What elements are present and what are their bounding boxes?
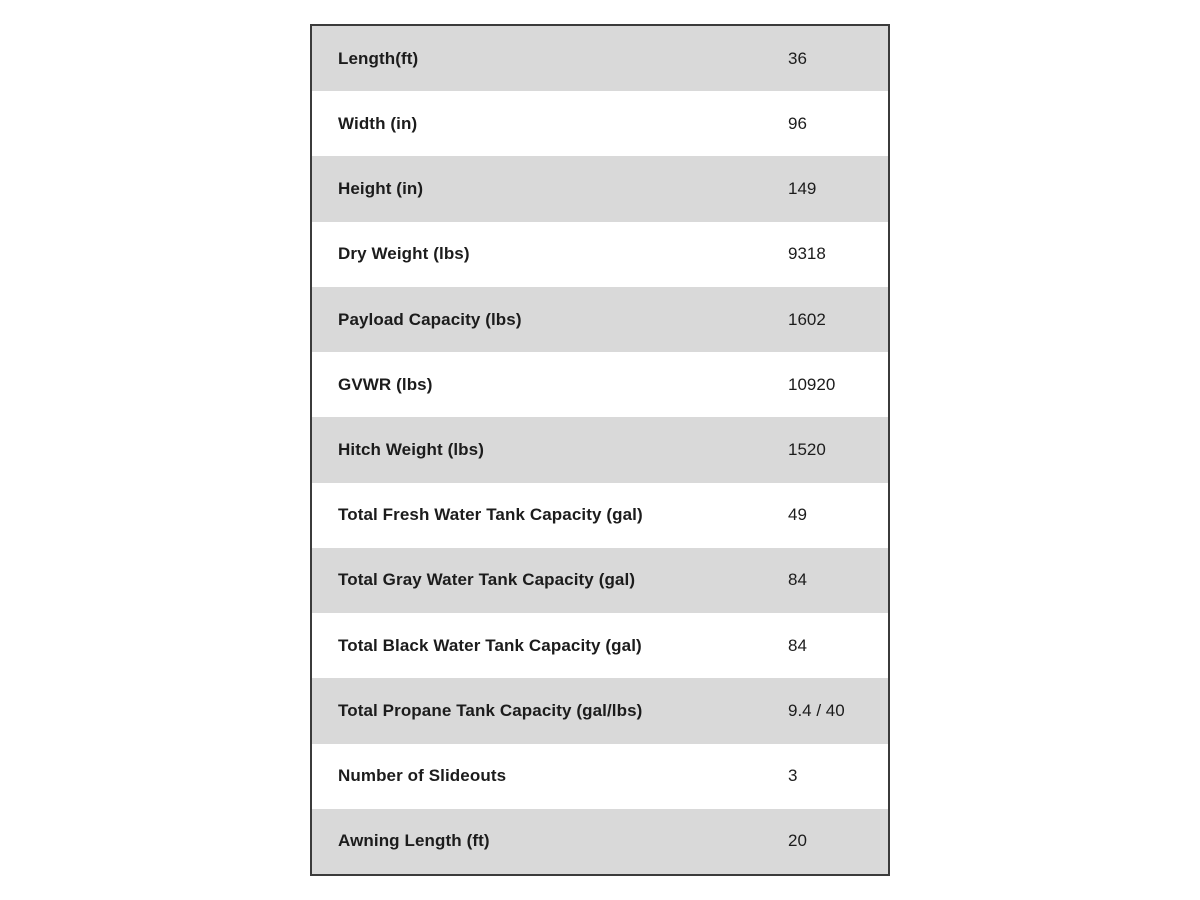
table-row [312,678,888,743]
spec-value: 84 [788,570,807,590]
spec-value: 20 [788,831,807,851]
spec-label: GVWR (lbs) [338,374,433,394]
spec-label: Dry Weight (lbs) [338,244,470,264]
spec-table [310,24,890,876]
table-row [312,417,888,482]
spec-label: Total Propane Tank Capacity (gal/lbs) [338,700,643,720]
table-row [312,156,888,221]
spec-label: Awning Length (ft) [338,831,490,851]
spec-label: Total Fresh Water Tank Capacity (gal) [338,505,643,525]
table-row [312,483,888,548]
spec-value: 49 [788,505,807,525]
table-row [312,91,888,156]
spec-label: Total Gray Water Tank Capacity (gal) [338,570,636,590]
spec-value: 10920 [788,374,836,394]
table-row [312,613,888,678]
spec-value: 84 [788,635,807,655]
spec-value: 9.4 / 40 [788,700,845,720]
table-row [312,548,888,613]
spec-label: Hitch Weight (lbs) [338,440,484,460]
spec-label: Payload Capacity (lbs) [338,309,522,329]
spec-label: Total Black Water Tank Capacity (gal) [338,635,642,655]
spec-label: Number of Slideouts [338,766,507,786]
spec-label: Width (in) [338,113,418,133]
spec-label: Height (in) [338,179,424,199]
table-row [312,352,888,417]
spec-label: Length(ft) [338,48,419,68]
spec-value: 149 [788,179,817,199]
table-row [312,26,888,91]
spec-value: 1520 [788,440,826,460]
table-row [312,222,888,287]
table-row [312,809,888,874]
spec-value: 1602 [788,309,826,329]
spec-value: 9318 [788,244,826,264]
table-row [312,287,888,352]
spec-value: 96 [788,113,807,133]
table-row [312,744,888,809]
spec-value: 36 [788,48,807,68]
spec-value: 3 [788,766,798,786]
